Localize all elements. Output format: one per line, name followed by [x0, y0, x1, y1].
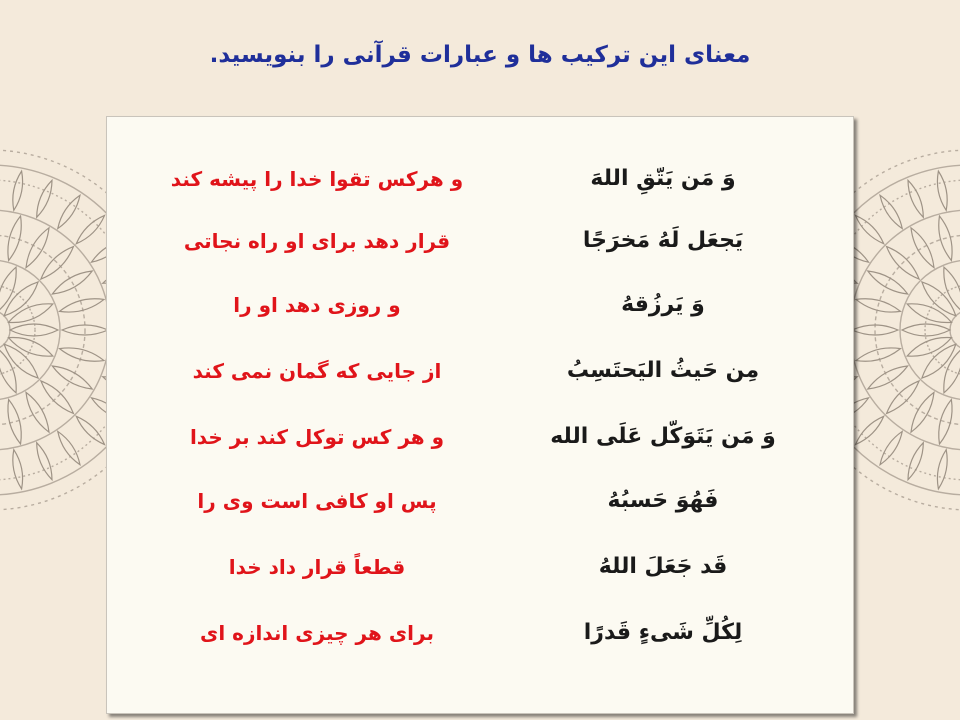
mandala-petal	[877, 429, 906, 467]
arabic-phrase: یَجعَل لَهُ مَخرَجًا	[582, 228, 744, 253]
mandala-petal	[54, 193, 83, 231]
mandala-petal	[6, 298, 55, 327]
mandala-petal	[905, 298, 954, 327]
mandala-petal	[934, 170, 950, 211]
mandala-petal	[37, 377, 77, 417]
persian-translation: و هرکس تقوا خدا را پیشه کند	[170, 167, 464, 191]
mandala-petal	[4, 398, 26, 445]
mandala-petal	[904, 441, 927, 481]
content-panel	[106, 116, 854, 714]
persian-translation: قطعاً قرار داد خدا	[228, 555, 406, 579]
mandala-petal	[938, 265, 960, 314]
arabic-phrase: قَد جَعَلَ اللهُ	[598, 554, 728, 579]
mandala-petal	[938, 346, 960, 395]
mandala-petal	[10, 324, 58, 336]
mandala-petal	[935, 398, 957, 445]
mandala-petal	[907, 225, 939, 270]
phrase-row	[107, 545, 853, 589]
mandala-petal	[865, 267, 910, 299]
arabic-phrase: وَ مَن یَتّقِ اللهَ	[590, 166, 736, 191]
mandala-petal	[902, 324, 950, 336]
phrase-row	[107, 157, 853, 201]
arabic-phrase: وَ مَن یَتَوَکّل عَلَی الله	[550, 424, 776, 449]
mandala-petal	[6, 332, 55, 361]
mandala-petal	[33, 179, 56, 219]
mandala-petal	[918, 278, 960, 320]
mandala-petal	[918, 340, 960, 382]
mandala-petal	[22, 225, 54, 270]
arabic-phrase: مِن حَیثُ الیَحتَسِبُ	[566, 358, 760, 383]
phrase-row	[107, 219, 853, 263]
mandala-petal	[905, 332, 954, 361]
phrase-row	[107, 349, 853, 393]
arabic-phrase: وَ یَرزُقهُ	[621, 292, 705, 317]
phrase-row	[107, 479, 853, 523]
persian-translation: پس او کافی است وی را	[197, 489, 437, 513]
mandala-petal	[10, 449, 26, 490]
phrase-row	[107, 283, 853, 327]
mandala-petal	[883, 377, 923, 417]
persian-translation: و هر کس توکل کند بر خدا	[189, 425, 445, 449]
mandala-petal	[0, 340, 42, 382]
mandala-petal	[877, 193, 906, 231]
arabic-phrase: لِکُلِّ شَیءٍ قَدرًا	[583, 620, 743, 645]
phrase-row	[107, 611, 853, 655]
persian-translation: و روزی دهد او را	[233, 293, 401, 317]
mandala-petal	[10, 170, 26, 211]
persian-translation: از جایی که گمان نمی کند	[192, 359, 442, 383]
persian-translation: قرار دهد برای او راه نجاتی	[183, 229, 451, 253]
slide-title: معنای این ترکیب ها و عبارات قرآنی را بنویسید.	[209, 42, 751, 68]
arabic-phrase: فَهُوَ حَسبُهُ	[607, 488, 719, 513]
mandala-petal	[54, 429, 83, 467]
mandala-petal	[904, 179, 927, 219]
mandala-petal	[33, 441, 56, 481]
phrase-row	[107, 415, 853, 459]
mandala-petal	[934, 449, 950, 490]
mandala-petal	[0, 278, 42, 320]
persian-translation: برای هر چیزی اندازه ای	[200, 621, 434, 645]
